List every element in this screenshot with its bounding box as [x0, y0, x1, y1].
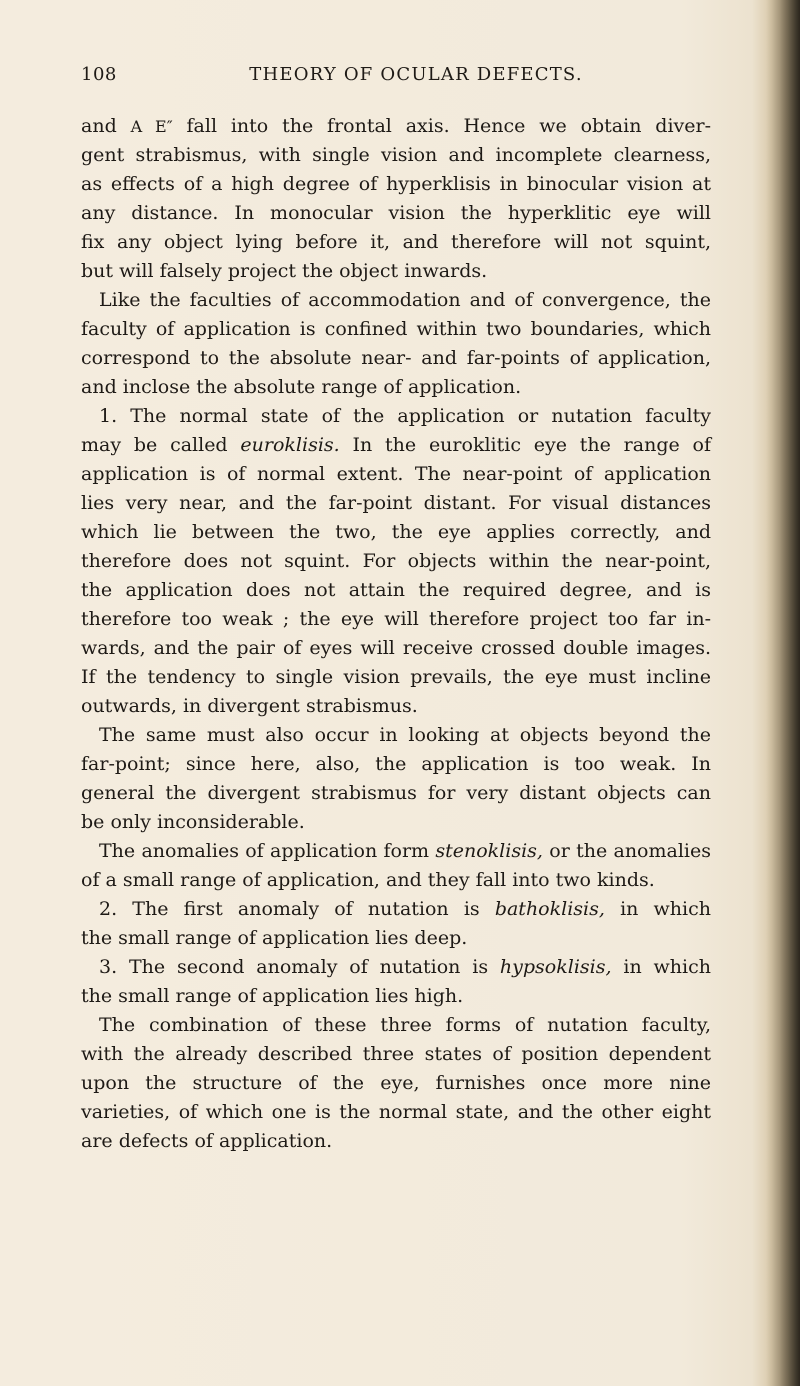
term-stenoklisis: stenoklisis,	[435, 840, 543, 862]
text-line: be only inconsiderable.	[81, 811, 305, 833]
text-line: with the already described three states of position dependent	[81, 1043, 711, 1065]
text-line: as effects of a high degree of hyperklisis in binocular vision at	[81, 173, 711, 195]
term-hypsoklisis: hypsoklisis,	[499, 956, 612, 978]
page-header	[81, 64, 711, 88]
text-line: are defects of application.	[81, 1130, 333, 1152]
text-line: varieties, of which one is the normal state, and the other eight	[81, 1101, 711, 1123]
text-line: 2. The first anomaly of nutation is bathoklisis, in which	[99, 898, 711, 920]
text-line: of a small range of application, and they fall into two kinds.	[81, 869, 655, 891]
text-line: upon the structure of the eye, furnishes once more nine	[81, 1072, 711, 1094]
text-line: general the divergent strabismus for very distant objects can	[81, 782, 711, 804]
text-line: 3. The second anomaly of nutation is hypsoklisis, in which	[99, 956, 711, 978]
text-line: lies very near, and the far-point distant. For visual distances	[81, 492, 711, 514]
text-line: therefore too weak ; the eye will therefore project too far in-	[81, 608, 711, 630]
text-line: correspond to the absolute near- and far-points of application,	[81, 347, 711, 369]
text-line: and inclose the absolute range of application.	[81, 376, 522, 398]
page-number: 108	[81, 64, 117, 85]
text-line: and A E″ fall into the frontal axis. Hence we obtain diver-	[81, 115, 711, 137]
text-line: The same must also occur in looking at objects beyond the	[99, 724, 711, 746]
text-line: wards, and the pair of eyes will receive crossed double images.	[81, 637, 711, 659]
text-line: but will falsely project the object inwards.	[81, 260, 488, 282]
ae-label: A E″	[130, 117, 173, 136]
text-line: which lie between the two, the eye applies correctly, and	[81, 521, 711, 543]
text-line: the small range of application lies high.	[81, 985, 464, 1007]
text-line: application is of normal extent. The near-point of application	[81, 463, 711, 485]
text-line: 1. The normal state of the application or nutation faculty	[99, 405, 711, 427]
text-line: far-point; since here, also, the application is too weak. In	[81, 753, 711, 775]
body-text	[81, 112, 711, 1156]
text-line: faculty of application is confined within two boundaries, which	[81, 318, 711, 340]
text-line: The combination of these three forms of nutation faculty,	[99, 1014, 711, 1036]
page-binding-edge	[766, 0, 800, 1386]
text-line: the small range of application lies deep.	[81, 927, 468, 949]
text-line: may be called euroklisis. In the euroklitic eye the range of	[81, 434, 711, 456]
text-line: Like the faculties of accommodation and of convergence, the	[99, 289, 711, 311]
text-line: gent strabismus, with single vision and incomplete clearness,	[81, 144, 711, 166]
running-head: THEORY OF OCULAR DEFECTS.	[249, 64, 583, 85]
text-line: fix any object lying before it, and therefore will not squint,	[81, 231, 711, 253]
text-line: the application does not attain the required degree, and is	[81, 579, 711, 601]
text-line: The anomalies of application form stenoklisis, or the anomalies	[99, 840, 711, 862]
term-euroklisis: euroklisis.	[240, 434, 340, 456]
text-line: therefore does not squint. For objects within the near-point,	[81, 550, 711, 572]
text-line: any distance. In monocular vision the hyperklitic eye will	[81, 202, 711, 224]
text-line: If the tendency to single vision prevails, the eye must incline	[81, 666, 711, 688]
term-bathoklisis: bathoklisis,	[494, 898, 605, 920]
text-line: outwards, in divergent strabismus.	[81, 695, 418, 717]
